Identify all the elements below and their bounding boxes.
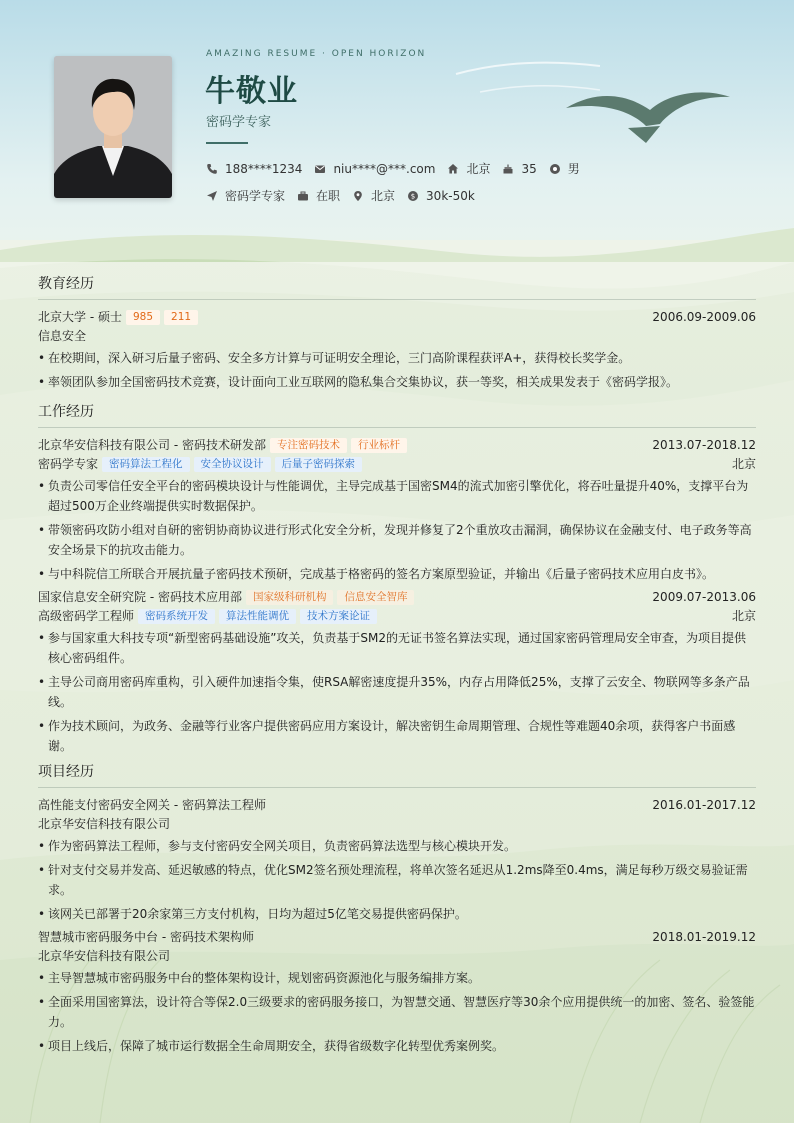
home-text: 北京 [466, 162, 491, 176]
tagline: AMAZING RESUME · OPEN HORIZON [206, 49, 427, 59]
title-divider [206, 142, 248, 144]
age-text: 35 [521, 161, 537, 176]
phone-icon [206, 163, 218, 175]
work-section [38, 401, 756, 760]
company-tag: 信息安全智库 [337, 590, 414, 605]
status-text: 在职 [316, 189, 341, 203]
mail-icon [314, 163, 326, 175]
salary-item [407, 189, 475, 203]
company-name: 北京华安信科技有限公司 - 密码技术研发部 [38, 438, 266, 452]
company-tag: 行业标杆 [351, 438, 407, 453]
email-item [314, 162, 435, 176]
job-position: 密码学专家 [38, 457, 99, 471]
home-icon [447, 163, 459, 175]
skill-tag: 密码系统开发 [138, 609, 215, 624]
list-item: • 该网关已部署于20余家第三方支付机构，日均为超过5亿笔交易提供密码保护。 [38, 904, 756, 924]
section-title: 教育经历 [38, 273, 756, 300]
job-header [38, 588, 756, 607]
candidate-name: 牛敬业 [205, 74, 298, 109]
company-tag: 国家级科研机构 [246, 590, 334, 605]
education-date: 2006.09-2009.06 [652, 310, 756, 324]
skill-tag: 密码算法工程化 [102, 457, 190, 472]
school-tag: 985 [126, 310, 160, 325]
contact-row [206, 160, 592, 177]
list-item: • 率领团队参加全国密码技术竞赛，设计面向工业互联网的隐私集合交集协议，获一等奖，相关成果发表于《密码学报》。 [38, 372, 756, 392]
job-date: 2013.07-2018.12 [652, 438, 756, 452]
list-item: • 参与国家重大科技专项“新型密码基础设施”攻关，负责基于SM2的无证书签名算法实现，通过国家密码管理局安全审查，为项目提供核心密码组件。 [38, 628, 756, 668]
list-item: • 与中科院信工所联合开展抗量子密码技术预研，完成基于格密码的签名方案原型验证，并输出《后量子密码技术应用白皮书》。 [38, 564, 756, 584]
company-tag: 专注密码技术 [270, 438, 347, 453]
list-item: • 作为技术顾问，为政务、金融等行业客户提供密码应用方案设计，解决密钥生命周期管理、合规性等难题40余项，获得客户书面感谢。 [38, 716, 756, 756]
salary-text: 30k-50k [426, 188, 475, 203]
email-text: niu****@***.com [333, 161, 436, 176]
project-header [38, 928, 756, 947]
intent-role-text: 密码学专家 [225, 189, 286, 203]
list-item: • 针对支付交易并发高、延迟敏感的特点，优化SM2签名预处理流程，将单次签名延迟从1.2ms降至0.4ms，满足每秒万级交易验证需求。 [38, 860, 756, 900]
skill-tag: 安全协议设计 [194, 457, 271, 472]
skill-tag: 后量子密码探索 [275, 457, 363, 472]
job-subheader [38, 607, 756, 626]
projects-section [38, 761, 756, 1060]
briefcase-icon [297, 190, 309, 202]
job-city: 北京 [731, 609, 756, 623]
intent-city-item [352, 187, 395, 204]
school-tag: 211 [164, 310, 198, 325]
list-item: • 主导智慧城市密码服务中台的整体架构设计，规划密码资源池化与服务编排方案。 [38, 968, 756, 988]
project-company: 北京华安信科技有限公司 [38, 817, 171, 831]
svg-text:$: $ [410, 192, 416, 200]
phone-text: 188****1234 [225, 161, 303, 176]
project-header [38, 796, 756, 815]
list-item: • 在校期间，深入研习后量子密码、安全多方计算与可证明安全理论，三门高阶课程获评A+，获得校长奖学金。 [38, 348, 756, 368]
avatar [54, 56, 172, 198]
skill-tag: 技术方案论证 [300, 609, 377, 624]
location-icon [352, 190, 364, 202]
section-title: 项目经历 [38, 761, 756, 788]
status-item [297, 187, 340, 204]
school-name: 北京大学 - 硕士 [38, 310, 122, 324]
project-company: 北京华安信科技有限公司 [38, 949, 171, 963]
cake-icon [502, 163, 514, 175]
company-name: 国家信息安全研究院 - 密码技术应用部 [38, 590, 242, 604]
job-position: 高级密码学工程师 [38, 609, 135, 623]
job-subheader [38, 455, 756, 474]
intent-role-item [206, 187, 285, 204]
job-date: 2009.07-2013.06 [652, 590, 756, 604]
job-city: 北京 [731, 457, 756, 471]
phone-item [206, 162, 302, 176]
money-icon [407, 190, 419, 202]
age-item [502, 162, 536, 176]
project-date: 2018.01-2019.12 [652, 930, 756, 944]
project-date: 2016.01-2017.12 [652, 798, 756, 812]
project-name: 高性能支付密码安全网关 - 密码算法工程师 [38, 798, 266, 812]
gender-text: 男 [567, 162, 580, 176]
list-item: • 主导公司商用密码库重构，引入硬件加速指令集，使RSA解密速度提升35%，内存占用降低25%，支撑了云安全、物联网等多条产品线。 [38, 672, 756, 712]
section-title: 工作经历 [38, 401, 756, 428]
home-item [447, 160, 490, 177]
job-header [38, 436, 756, 455]
major: 信息安全 [38, 329, 87, 343]
job-intent-row [206, 187, 487, 204]
candidate-role: 密码学专家 [206, 115, 272, 130]
list-item: • 带领密码攻防小组对自研的密钥协商协议进行形式化安全分析，发现并修复了2个重放攻击漏洞，确保协议在金融支付、电子政务等高安全场景下的抗攻击能力。 [38, 520, 756, 560]
education-section [38, 273, 756, 396]
education-header [38, 308, 756, 327]
gender-item [549, 160, 580, 177]
intent-city-text: 北京 [371, 189, 396, 203]
list-item: • 负责公司零信任安全平台的密码模块设计与性能调优，主导完成基于国密SM4的流式加密引擎优化，将吞吐量提升40%，支撑平台为超过500万企业终端提供实时数据保护。 [38, 476, 756, 516]
list-item: • 作为密码算法工程师，参与支付密码安全网关项目，负责密码算法选型与核心模块开发。 [38, 836, 756, 856]
gender-icon [549, 163, 561, 175]
list-item: • 全面采用国密算法，设计符合等保2.0三级要求的密码服务接口，为智慧交通、智慧医疗等30余个应用提供统一的加密、签名、验签能力。 [38, 992, 756, 1032]
send-icon [206, 190, 218, 202]
list-item: • 项目上线后，保障了城市运行数据全生命周期安全，获得省级数字化转型优秀案例奖。 [38, 1036, 756, 1056]
skill-tag: 算法性能调优 [219, 609, 296, 624]
project-name: 智慧城市密码服务中台 - 密码技术架构师 [38, 930, 254, 944]
